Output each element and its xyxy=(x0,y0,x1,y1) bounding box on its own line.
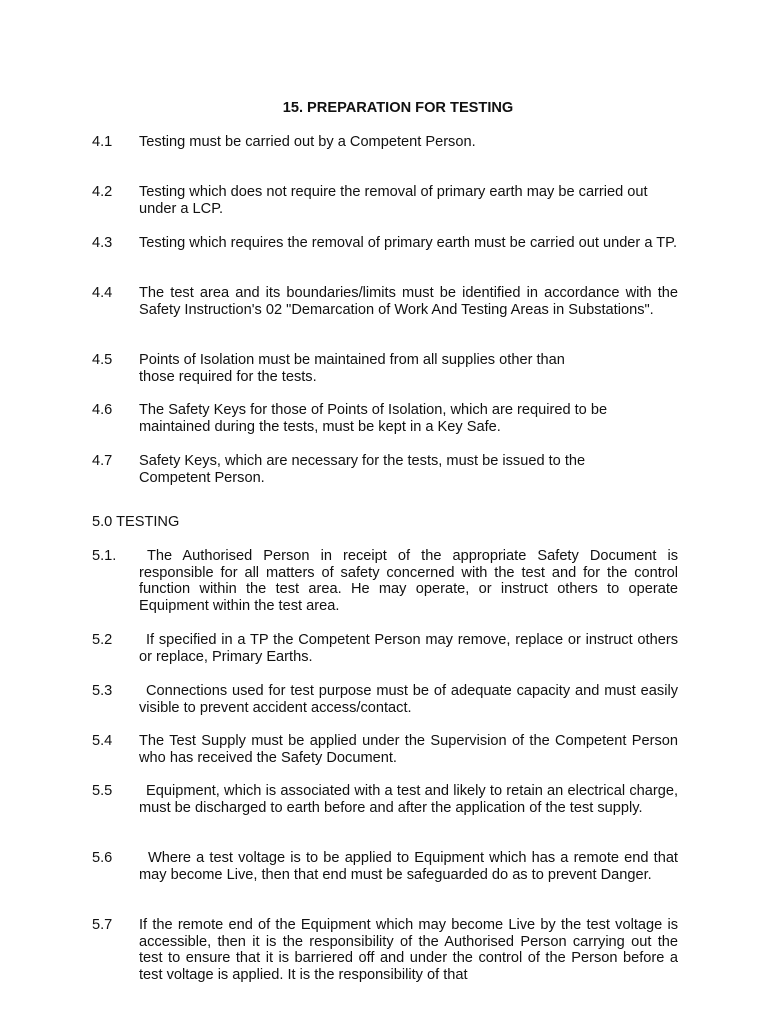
clause-5-3 xyxy=(92,683,678,716)
clause-text: Testing which requires the removal of primary earth must be carried out under a TP. xyxy=(139,235,678,251)
clause-4-2 xyxy=(92,184,678,217)
clause-text: The Safety Keys for those of Points of Isolation, which are required to be maintained during the tests, must be kept in a Key Safe. xyxy=(139,402,608,435)
clause-text: If specified in a TP the Competent Person may remove, replace or instruct others or replace, Primary Earths. xyxy=(139,632,678,665)
clause-text: Connections used for test purpose must be of adequate capacity and must easily visible to prevent accident access/contact. xyxy=(139,683,678,716)
clause-4-3 xyxy=(92,235,678,252)
clause-4-6 xyxy=(92,402,678,435)
clause-4-5 xyxy=(92,352,678,385)
clause-text: Testing must be carried out by a Competent Person. xyxy=(139,134,476,150)
clause-number: 5.7 xyxy=(92,917,113,933)
clause-number: 4.6 xyxy=(92,402,113,418)
clause-text: Safety Keys, which are necessary for the tests, must be issued to the Competent Person. xyxy=(139,453,586,486)
clause-5-7 xyxy=(92,917,678,983)
page-title: 15. PREPARATION FOR TESTING xyxy=(282,100,514,116)
clause-text: The Test Supply must be applied under the Supervision of the Competent Person who has received the Safety Document. xyxy=(139,733,678,766)
clause-5-1 xyxy=(92,548,678,614)
clause-4-4 xyxy=(92,285,678,318)
clause-4-1 xyxy=(92,134,678,151)
clause-text: Where a test voltage is to be applied to Equipment which has a remote end that may become Live, then that end must be safeguarded do as to prevent Danger. xyxy=(139,850,678,883)
clause-4-7 xyxy=(92,453,678,486)
section-heading: 5.0 TESTING xyxy=(92,514,180,530)
clause-5-6 xyxy=(92,850,678,883)
clause-number: 4.4 xyxy=(92,285,113,301)
clause-5-5 xyxy=(92,783,678,816)
clause-number: 5.3 xyxy=(92,683,113,699)
clause-number: 5.1. xyxy=(92,548,117,564)
clause-number: 4.5 xyxy=(92,352,113,368)
clause-5-2 xyxy=(92,632,678,665)
clause-text: Points of Isolation must be maintained from all supplies other than those required for the tests. xyxy=(139,352,565,385)
clause-number: 4.3 xyxy=(92,235,113,251)
clause-5-4 xyxy=(92,733,678,766)
clause-number: 5.5 xyxy=(92,783,113,799)
clause-number: 4.1 xyxy=(92,134,113,150)
clause-text: Equipment, which is associated with a test and likely to retain an electrical charge, must be discharged to earth before and after the application of the test supply. xyxy=(139,783,678,816)
clause-number: 4.2 xyxy=(92,184,113,200)
clause-text: Testing which does not require the removal of primary earth may be carried out under a LCP. xyxy=(139,184,648,217)
clause-text: If the remote end of the Equipment which may become Live by the test voltage is accessible, then it is the responsibility of the Authorised Person carrying out the test to ensure that it is barriered off and under the control of the Person before a test voltage is applied. It is the responsibility of that xyxy=(139,917,678,983)
clause-number: 5.2 xyxy=(92,632,113,648)
clause-text: The test area and its boundaries/limits must be identified in accordance with the Safety Instruction's 02 "Demarcation of Work And Testing Areas in Substations". xyxy=(139,285,678,318)
clause-text: The Authorised Person in receipt of the appropriate Safety Document is responsible for all matters of safety concerned with the test and for the control function within the test area. He may operate, or instruct others to operate Equipment within the test area. xyxy=(139,548,678,614)
clause-number: 5.4 xyxy=(92,733,113,749)
clause-number: 5.6 xyxy=(92,850,113,866)
clause-number: 4.7 xyxy=(92,453,113,469)
